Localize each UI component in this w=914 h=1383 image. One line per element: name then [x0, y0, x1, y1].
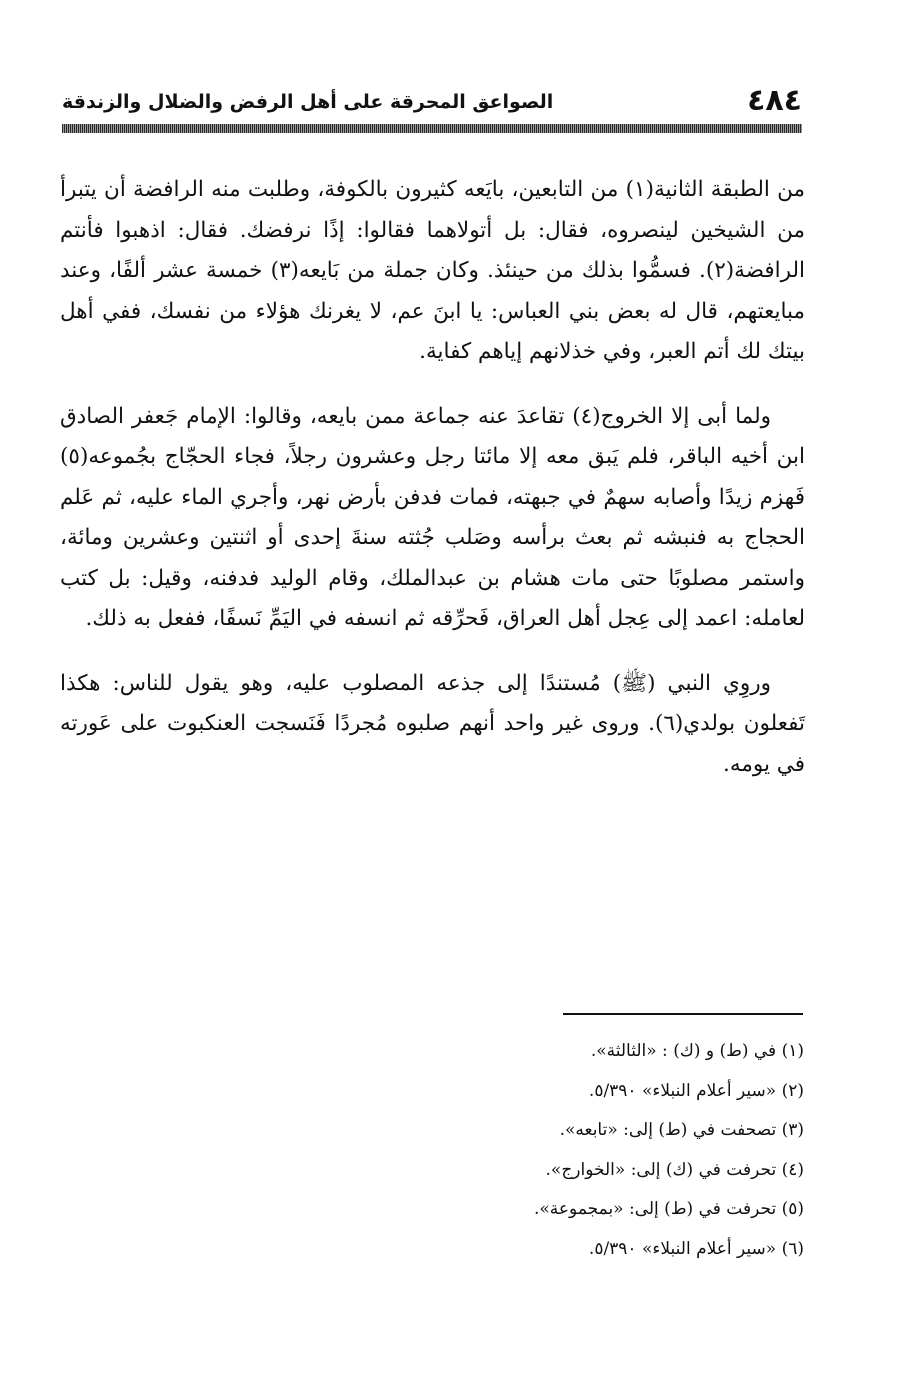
main-text	[60, 170, 805, 809]
running-title: الصواعق المحرقة على أهل الرفض والضلال والزندقة	[62, 91, 554, 113]
footnote-divider	[563, 1013, 803, 1015]
page-number: ٤٨٤	[747, 83, 802, 118]
footnote: (١) في (ط) و (ك) : «الثالثة».	[590, 1041, 804, 1061]
footnote: (٢) «سير أعلام النبلاء» ٥/٣٩٠.	[588, 1080, 804, 1101]
paragraph: وروِي النبي (ﷺ) مُستندًا إلى جذعه المصلوب عليه، وهو يقول للناس: هكذا تَفعلون بولدي(٦). وروى غير واحد أنهم صلبوه مُجردًا فَنَسجت العنكبوت على عَورته في يومه.	[60, 670, 805, 777]
header-divider	[62, 124, 802, 133]
paragraph: من الطبقة الثانية(١) من التابعين، بايَعه كثيرون بالكوفة، وطلبت منه الرافضة أن يتبرأ من الشيخين لينصروه، فقال: بل أتولاهما فقالوا: إذًا نرفضك. فقال: اذهبوا فأنتم الرافضة(٢). فسمُّوا بذلك من حينئذ. وكان جملة من بَايعه(٣) خمسة عشر ألفًا، وعند مبايعتهم، قال له بعض بني العباس: يا ابنَ عم، لا يغرنك هؤلاء من نفسك، ففي أهل بيتك لك أتم العبر، وفي خذلانهم إياهم كفاية.	[60, 177, 805, 364]
page-header	[62, 82, 802, 122]
footnotes	[384, 1032, 804, 1269]
paragraph: ولما أبى إلا الخروج(٤) تقاعدَ عنه جماعة ممن بايعه، وقالوا: الإمام جَعفر الصادق ابن أخيه الباقر، فلم يَبق معه إلا مائتا رجل وعشرون رجلاً، فجاء الحجّاج بجُموعه(٥) فَهزم زيدًا وأصابه سهمٌ في جبهته، فمات فدفن بأرض نهر، وأجري الماء عليه، ثم عَلم الحجاج به فنبشه ثم بعث برأسه وصَلب جُثته سنةَ إحدى أو اثنتين وعشرين ومائة، واستمر مصلوبًا حتى مات هشام بن عبدالملك، وقام الوليد فدفنه، وقيل: بل كتب لعامله: اعمد إلى عِجل أهل العراق، فَحرِّقه ثم انسفه في اليَمِّ نَسفًا، ففعل به ذلك.	[60, 403, 805, 631]
footnote: (٣) تصحفت في (ط) إلى: «تابعه».	[559, 1120, 804, 1140]
footnote: (٤) تحرفت في (ك) إلى: «الخوارج».	[545, 1159, 804, 1180]
footnote: (٥) تحرفت في (ط) إلى: «بمجموعة».	[533, 1199, 804, 1219]
footnote: (٦) «سير أعلام النبلاء» ٥/٣٩٠.	[588, 1238, 804, 1259]
